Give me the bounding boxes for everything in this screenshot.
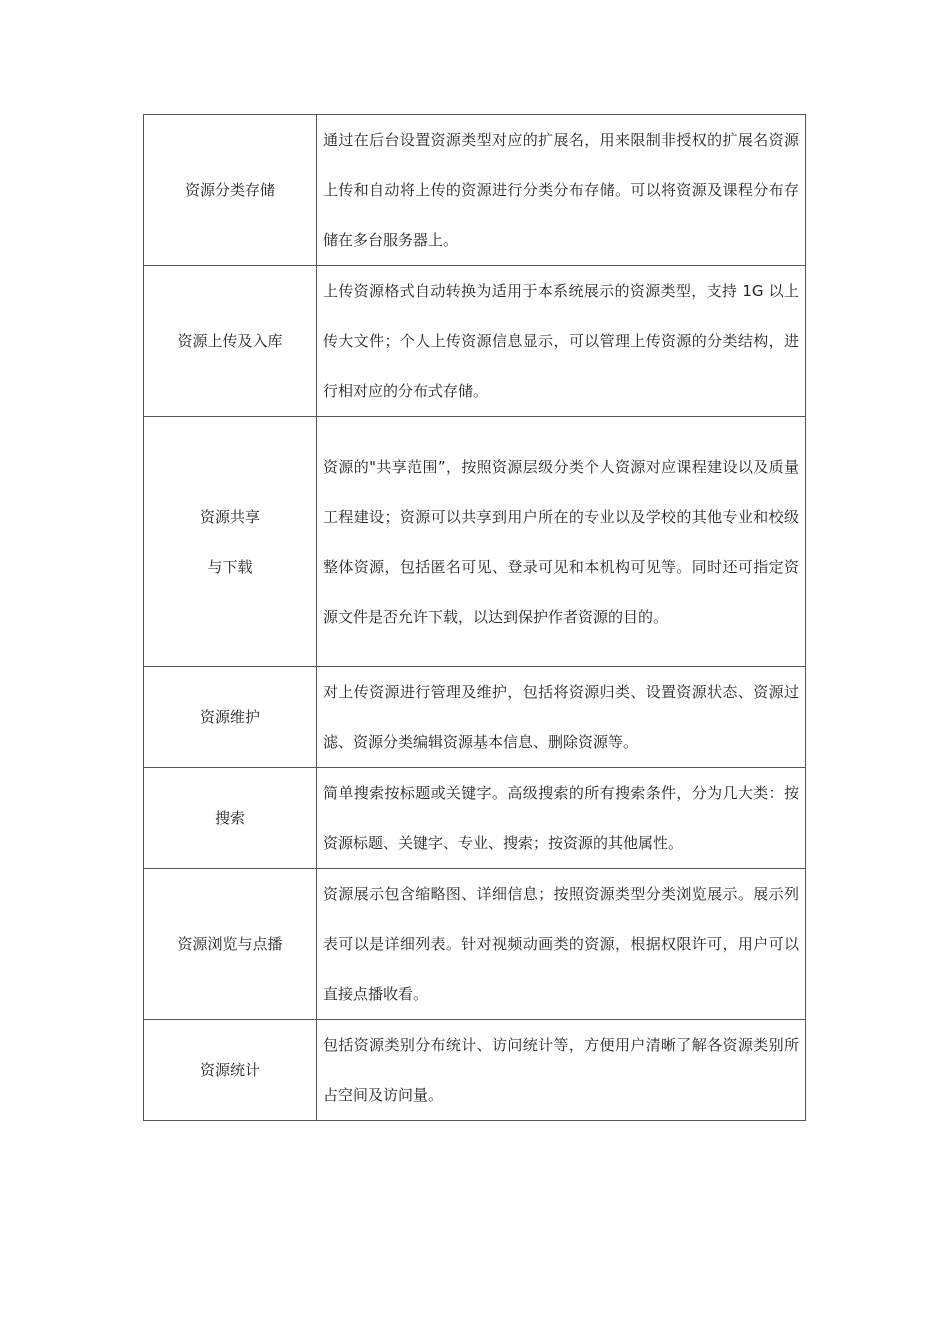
feature-cell — [144, 768, 317, 869]
table-row — [144, 1020, 806, 1121]
description-cell: 简单搜索按标题或关键字。高级搜索的所有搜索条件，分为几大类：按资源标题、关键字、专业、搜索；按资源的其他属性。 — [317, 768, 806, 869]
feature-label: 搜索 — [214, 809, 245, 827]
feature-cell — [144, 667, 317, 768]
table-row — [144, 768, 806, 869]
description-cell: 包括资源类别分布统计、访问统计等，方便用户清晰了解各资源类别所占空间及访问量。 — [317, 1020, 806, 1121]
table-row — [144, 667, 806, 768]
feature-table — [143, 114, 806, 1121]
feature-label: 资源浏览与点播 — [177, 935, 283, 953]
description-cell: 资源展示包含缩略图、详细信息；按照资源类型分类浏览展示。展示列表可以是详细列表。针对视频动画类的资源，根据权限许可，用户可以直接点播收看。 — [317, 869, 806, 1020]
feature-cell — [144, 1020, 317, 1121]
table-row — [144, 417, 806, 667]
table-row — [144, 869, 806, 1020]
feature-label: 资源上传及入库 — [177, 332, 283, 350]
table-row — [144, 266, 806, 417]
feature-label: 资源统计 — [199, 1061, 260, 1079]
description-cell: 资源的"共享范围”，按照资源层级分类个人资源对应课程建设以及质量工程建设；资源可以共享到用户所在的专业以及学校的其他专业和校级整体资源，包括匿名可见、登录可见和本机构可见等。同时还可指定资源文件是否允许下载，以达到保护作者资源的目的。 — [317, 417, 806, 667]
description-cell: 通过在后台设置资源类型对应的扩展名，用来限制非授权的扩展名资源上传和自动将上传的资源进行分类分布存储。可以将资源及课程分布存储在多台服务器上。 — [317, 115, 806, 266]
feature-label: 资源共享 — [199, 507, 260, 526]
feature-cell — [144, 115, 317, 266]
table-row — [144, 115, 806, 266]
description-cell: 上传资源格式自动转换为适用于本系统展示的资源类型，支持 1G 以上传大文件；个人上传资源信息显示，可以管理上传资源的分类结构，进行相对应的分布式存储。 — [317, 266, 806, 417]
feature-cell — [144, 869, 317, 1020]
feature-label: 与下载 — [207, 557, 253, 576]
feature-cell — [144, 266, 317, 417]
feature-label: 资源维护 — [199, 708, 260, 726]
description-cell: 对上传资源进行管理及维护，包括将资源归类、设置资源状态、资源过滤、资源分类编辑资源基本信息、删除资源等。 — [317, 667, 806, 768]
feature-label: 资源分类存储 — [184, 181, 275, 199]
feature-cell — [144, 417, 317, 667]
